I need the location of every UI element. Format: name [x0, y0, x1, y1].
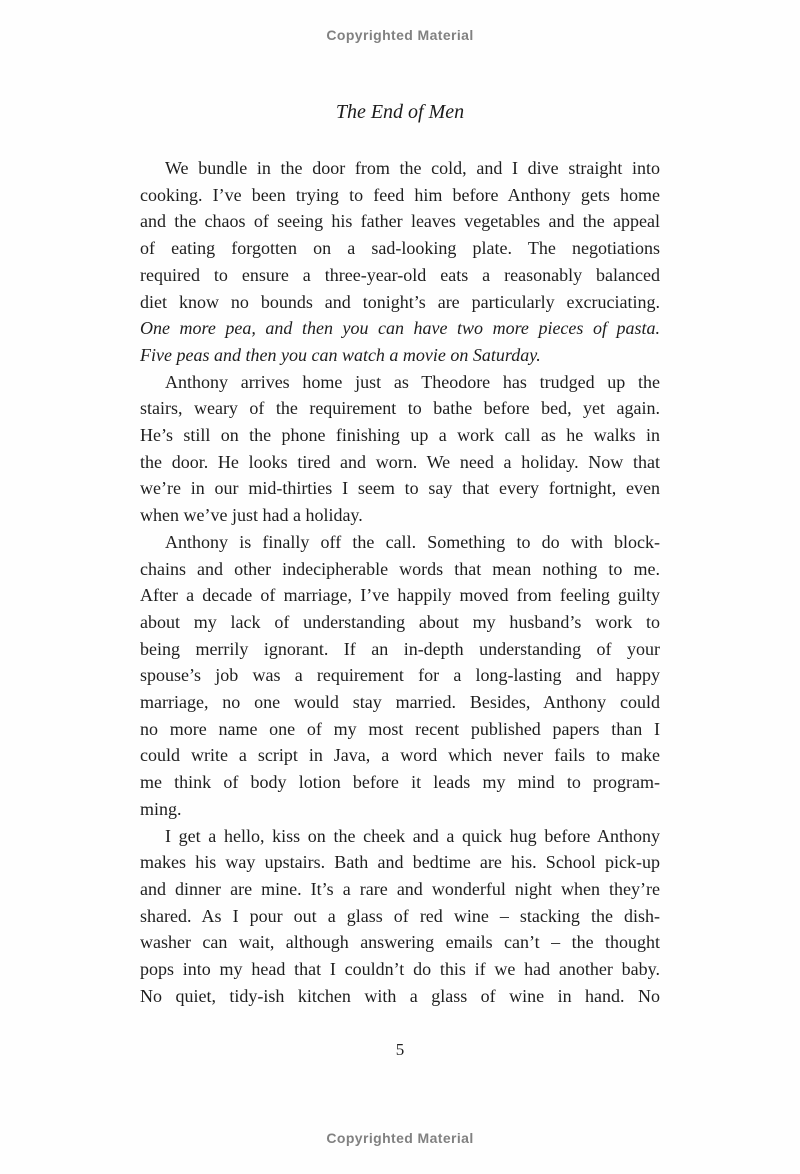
text-line: marriage, no one would stay married. Besides, Anthony could: [140, 692, 660, 713]
text-line: ming.: [140, 798, 182, 819]
copyright-watermark-bottom: Copyrighted Material: [326, 1130, 474, 1146]
text-line: We bundle in the door from the cold, and I dive straight into: [165, 158, 660, 178]
text-line: shared. As I pour out a glass of red wine – stacking the dish-: [140, 905, 660, 926]
text-line: me think of body lotion before it leads my mind to program-: [140, 772, 660, 793]
text-line: stairs, weary of the requirement to bathe before bed, yet again.: [140, 398, 660, 419]
text-line: and dinner are mine. It’s a rare and wonderful night when they’re: [140, 878, 660, 899]
copyright-watermark-top: Copyrighted Material: [326, 27, 474, 43]
text-line: and the chaos of seeing his father leaves vegetables and the appeal: [140, 211, 660, 232]
text-line: could write a script in Java, a word which never fails to make: [140, 745, 660, 766]
text-line: spouse’s job was a requirement for a long-lasting and happy: [140, 665, 660, 686]
text-line: One more pea, and then you can have two more pieces of pasta.: [140, 318, 660, 339]
text-line: I get a hello, kiss on the cheek and a quick hug before Anthony: [165, 825, 660, 846]
text-line: Anthony is finally off the call. Something to do with block-: [165, 531, 660, 552]
chapter-title: The End of Men: [335, 101, 465, 123]
text-line: After a decade of marriage, I’ve happily moved from feeling guilty: [140, 585, 660, 606]
text-line: pops into my head that I couldn’t do this if we had another baby.: [140, 959, 660, 980]
text-line: He’s still on the phone finishing up a work call as he walks in: [140, 425, 660, 446]
page-number: 5: [395, 1040, 405, 1059]
text-line: Anthony arrives home just as Theodore has trudged up the: [165, 371, 660, 392]
text-line: we’re in our mid-thirties I seem to say that every fortnight, even: [140, 478, 660, 499]
text-line: Five peas and then you can watch a movie on Saturday.: [140, 344, 541, 365]
text-line: when we’ve just had a holiday.: [140, 505, 363, 526]
body-text: [140, 155, 660, 1010]
text-line: required to ensure a three-year-old eats a reasonably balanced: [140, 264, 660, 285]
text-line: No quiet, tidy-ish kitchen with a glass of wine in hand. No: [140, 985, 660, 1006]
text-line: makes his way upstairs. Bath and bedtime are his. School pick-up: [140, 852, 660, 873]
text-line: cooking. I’ve been trying to feed him before Anthony gets home: [140, 184, 660, 205]
text-line: of eating forgotten on a sad-looking plate. The negotiations: [140, 238, 660, 259]
text-line: chains and other indecipherable words that mean nothing to me.: [140, 558, 660, 579]
text-line: being merrily ignorant. If an in-depth understanding of your: [140, 638, 660, 659]
text-line: the door. He looks tired and worn. We need a holiday. Now that: [140, 451, 660, 472]
text-line: washer can wait, although answering emails can’t – the thought: [140, 932, 660, 953]
text-line: about my lack of understanding about my husband’s work to: [140, 611, 660, 632]
text-line: no more name one of my most recent published papers than I: [140, 718, 660, 739]
text-line: diet know no bounds and tonight’s are particularly excruciating.: [140, 291, 660, 312]
